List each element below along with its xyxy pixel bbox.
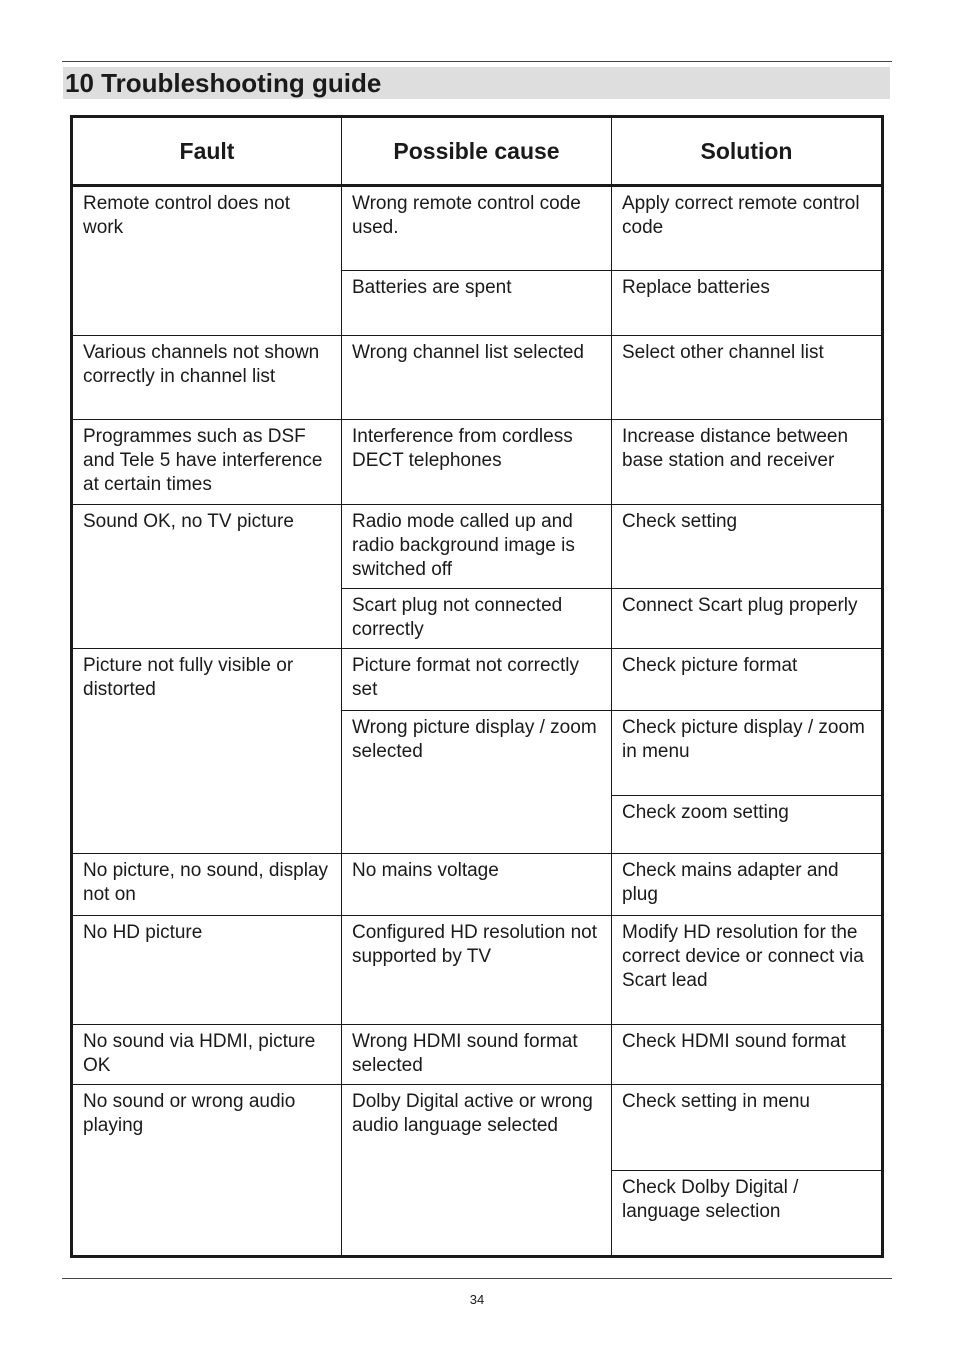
fault-cell: Remote control does not work xyxy=(72,186,342,336)
table-row xyxy=(72,1025,883,1085)
table-row xyxy=(72,649,883,711)
solution-cell: Check setting xyxy=(612,505,883,589)
table-row xyxy=(72,854,883,916)
solution-cell: Increase distance between base station and receiver xyxy=(612,420,883,505)
section-title: 10 Troubleshooting guide xyxy=(65,68,382,98)
solution-cell: Check HDMI sound format xyxy=(612,1025,883,1085)
table-header-row xyxy=(72,117,883,186)
cause-cell: Wrong remote control code used. xyxy=(342,186,612,271)
solution-cell: Connect Scart plug properly xyxy=(612,589,883,649)
solution-cell: Check zoom setting xyxy=(612,796,883,854)
cause-cell: Wrong HDMI sound format selected xyxy=(342,1025,612,1085)
fault-cell: Sound OK, no TV picture xyxy=(72,505,342,649)
cause-cell: Interference from cordless DECT telephones xyxy=(342,420,612,505)
cause-cell: Wrong channel list selected xyxy=(342,336,612,420)
section-heading-bar xyxy=(63,67,890,99)
table-row xyxy=(72,505,883,589)
solution-cell: Check picture display / zoom in menu xyxy=(612,711,883,796)
cause-cell: Radio mode called up and radio background image is switched off xyxy=(342,505,612,589)
header-solution: Solution xyxy=(612,117,883,186)
header-fault: Fault xyxy=(72,117,342,186)
cause-cell: Batteries are spent xyxy=(342,271,612,336)
cause-cell: Dolby Digital active or wrong audio language selected xyxy=(342,1085,612,1257)
fault-cell: No sound via HDMI, picture OK xyxy=(72,1025,342,1085)
table-row xyxy=(72,420,883,505)
fault-cell: Picture not fully visible or distorted xyxy=(72,649,342,854)
table-row xyxy=(72,1085,883,1171)
fault-cell: No picture, no sound, display not on xyxy=(72,854,342,916)
cause-cell: No mains voltage xyxy=(342,854,612,916)
page-number: 34 xyxy=(469,1292,485,1307)
solution-cell: Check setting in menu xyxy=(612,1085,883,1171)
fault-cell: No sound or wrong audio playing xyxy=(72,1085,342,1257)
cause-cell: Wrong picture display / zoom selected xyxy=(342,711,612,854)
table-row xyxy=(72,916,883,1025)
cause-cell: Scart plug not connected correctly xyxy=(342,589,612,649)
top-rule xyxy=(62,61,892,62)
bottom-rule xyxy=(62,1278,892,1279)
solution-cell: Apply correct remote control code xyxy=(612,186,883,271)
solution-cell: Check picture format xyxy=(612,649,883,711)
cause-cell: Configured HD resolution not supported by TV xyxy=(342,916,612,1025)
table-row xyxy=(72,186,883,271)
cause-cell: Picture format not correctly set xyxy=(342,649,612,711)
fault-cell: No HD picture xyxy=(72,916,342,1025)
solution-cell: Select other channel list xyxy=(612,336,883,420)
fault-cell: Various channels not shown correctly in channel list xyxy=(72,336,342,420)
troubleshooting-table xyxy=(70,115,884,1258)
solution-cell: Check mains adapter and plug xyxy=(612,854,883,916)
header-possible-cause: Possible cause xyxy=(342,117,612,186)
fault-cell: Programmes such as DSF and Tele 5 have interference at certain times xyxy=(72,420,342,505)
solution-cell: Check Dolby Digital / language selection xyxy=(612,1171,883,1257)
table-row xyxy=(72,336,883,420)
solution-cell: Modify HD resolution for the correct device or connect via Scart lead xyxy=(612,916,883,1025)
solution-cell: Replace batteries xyxy=(612,271,883,336)
